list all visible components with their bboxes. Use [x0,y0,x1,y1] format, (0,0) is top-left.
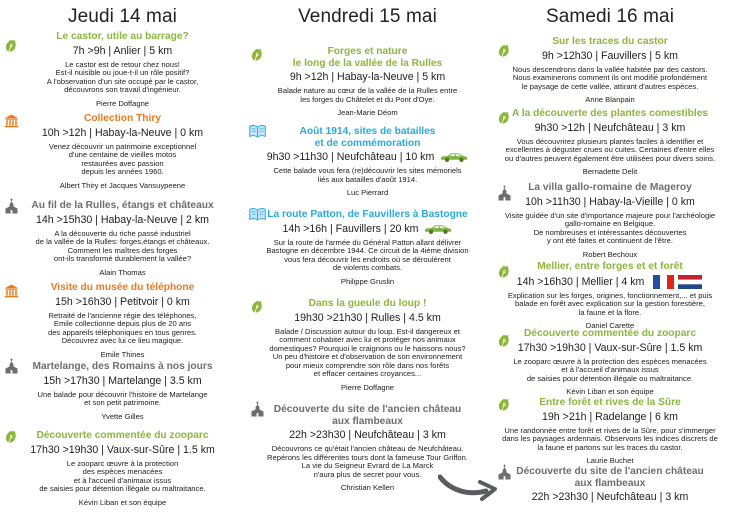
event-meta: 22h >23h30 | Neufchâteau | 3 km [531,491,689,503]
event-description: Balade / Discussion autour du loup. Est-il dangereux et comment cohabiter avec lui et protéger nos animaux domestiques? Pourquoi le craignons ou le haissons nous? Un peu d'histoire et d'observation de son environnement pour mieux comprendre son rôle dans nos forêts et effacer certaines croyances... [269,326,466,379]
event-meta: 15h >16h30 | Petitvoir | 0 km [55,295,190,308]
event-guide: Emile Thines [100,349,145,359]
flag-fr-icon [653,275,674,289]
event-description: Balade nature au cœur de la vallée de la Rulles entre les forges du Châtelet et du Pont d'Oye. [277,86,458,104]
event-guide: Christian Kellen [340,483,395,493]
event-card [490,466,730,504]
event-card [0,361,245,421]
day-title: Samedi 16 mai [545,6,675,27]
event-guide: Jean-Marie Déom [337,108,398,118]
language-flags [653,275,703,289]
event-title: Visite du musée du téléphone [50,282,195,293]
event-title: Découverte commentée du zooparc [523,328,697,339]
event-description: Le zooparc œuvre à la protection des espèces menacées et à l'accueil d'animaux issus de saisies pour détention illégale ou maltraitance. [39,458,206,494]
event-title-line2: aux flambeaux [332,415,403,427]
event-card [0,113,245,190]
event-title: Au fil de la Rulles, étangs et châteaux [31,200,214,211]
event-guide: Pierre Doffagne [95,98,150,108]
event-card [490,261,730,330]
event-meta: 19h >21h | Radelange | 6 km [542,410,678,423]
event-meta: 9h30 >12h | Neufchâteau | 3 km [534,121,686,134]
event-meta: 7h >9h | Anlier | 5 km [72,44,173,57]
day-title: Vendredi 15 mai [298,6,437,27]
event-card [0,200,245,277]
event-guide: Daniel Carette [585,321,635,331]
event-meta: 10h >12h | Habay-la-Neuve | 0 km [41,126,204,139]
event-description: Découvrons ce qu'était l'ancien château de Neufchâteau. Repérons les différentes tours dont la fameuse Tour Griffon. La vie du Seigneur Evrard de La Marck n'aura plus de secret pour vous. [267,444,468,479]
event-guide: Philippe Gruslin [340,276,395,286]
event-guide: Albert Thiry et Jacques Vansuypeene [59,180,186,190]
event-card [490,36,730,104]
event-meta: 17h30 >19h30 | Vaux-sur-Sûre | 1.5 km [30,443,215,456]
event-guide: Laurie Buchet [586,456,634,466]
event-description: Cette balade vous fera (re)découvrir les sites mémoriels liés aux batailles d'août 1914. [273,166,462,184]
event-card [0,282,245,359]
event-guide: Kévin Liban et son équipe [566,387,654,397]
event-title: Découverte du site de l'ancien château [273,404,462,415]
event-guide: Yvette Gilles [101,411,144,421]
event-title: La route Patton, de Fauvillers à Bastogne [267,209,468,220]
event-guide: Anne Blanpain [585,95,635,105]
event-title: A la découverte des plantes comestibles [511,108,709,119]
flag-nl-icon [678,275,702,289]
event-description: Nous descendrons dans la vallée habitée par des castors. Nous examinerons comment ils ont modifié profondément le paysage de cette vallée, attirant d'autres espèces. [512,64,708,91]
event-meta: 14h >16h30 | Mellier | 4 km [490,275,730,289]
event-card [490,182,730,259]
event-description: Visite guidée d'un site d'importance majeure pour l'archéologie gallo-romaine en Belgique. De nombreuses et intéressantes découvertes y ont été faites et continuent de l'être. [504,210,716,246]
event-description: Explication sur les forges, origines, fonctionnement,... et puis balade en forêt avec explication sur la gestion forestière, la faune et la flore. [507,290,713,317]
event-card [245,126,490,197]
event-card [490,108,730,176]
event-title-line2: et de commémoration [314,137,421,149]
event-card [0,31,245,108]
event-title: Sur les traces du castor [552,36,668,47]
event-description: Vous découvrirez plusieurs plantes faciles à identifier et excellentes à déguster crues ou cuites. Certaines d'entre elles ou d'autres peuvent également être utilisées pour divers soins. [504,136,716,163]
event-meta: 15h >17h30 | Martelange | 3.5 km [43,374,202,387]
event-card [490,397,730,465]
event-meta: 17h30 >19h30 | Vaux-sur-Sûre | 1.5 km [517,341,703,354]
event-title: Collection Thiry [84,113,161,124]
event-title: Découverte du site de l'ancien château [516,466,704,477]
event-description: Une balade pour découvrir l'histoire de Martelange et son petit patrimoine. [37,389,208,408]
event-guide: Kévin Liban et son équipe [78,497,167,507]
event-description: Le castor est de retour chez nous! Est-il nuisible ou joue-t-il un rôle positif? A l'observation d'un site occupé par le castor, découvrons son travail d'ingénieur. [46,59,199,95]
event-title: Mellier, entre forges et et forêt [537,261,683,272]
event-description: A la découverte du riche passé industriel de la vallée de la Rulles: forges,étangs et châteaux. Comment les maîtres des forges ont-ils transformé durablement la vallée? [35,228,210,264]
event-title: Dans la gueule du loup ! [308,298,427,309]
event-card [245,298,490,392]
event-title: Août 1914, sites de batailles [299,126,436,137]
event-card [0,430,245,507]
event-guide: Luc Pierrard [346,188,389,198]
day-title: Jeudi 14 mai [68,6,177,27]
event-guide: Robert Bechoux [582,249,638,259]
event-meta: 14h >15h30 | Habay-la-Neuve | 2 km [35,213,210,226]
event-title: Martelange, des Romains à nos jours [32,361,213,372]
car-icon [424,223,452,235]
event-meta: 9h >12h30 | Fauvillers | 5 km [542,49,678,62]
event-title: La villa gallo-romaine de Mageroy [528,182,692,193]
event-meta: 9h >12h | Habay-la-Neuve | 5 km [289,71,446,83]
event-card [245,46,490,117]
event-guide: Bernadette Delit [582,167,638,177]
event-title: Entre forêt et rives de la Sûre [539,397,681,408]
event-guide: Alain Thomas [99,267,146,277]
event-description: Retraité de l'ancienne régie des téléphones, Emile collectionne depuis plus de 20 ans des appareils téléphoniques en tous genres. Découvrez avec lui ce lieu magique. [47,310,198,346]
car-icon [440,151,468,163]
event-title: Le castor, utile au barrage? [56,31,189,42]
event-description: Venez découvrir un patrimoine exceptionnel d'une centaine de vieilles motos restaurées avec passion depuis les années 1960. [48,141,197,177]
event-title: Forges et nature [327,46,408,57]
event-meta: 9h30 >11h30 | Neufchâteau | 10 km [245,151,490,164]
event-description: Le zooparc œuvre à la protection des espèces menacées et à l'accueil d'animaux issus de saisies pour détention illégale ou maltraitance. [513,356,707,383]
event-title-line2: le long de la vallée de la Rulles [292,57,443,69]
event-card [490,328,730,396]
event-description: Sur la route de l'armée du Général Patton allant délivrer Bastogne en décembre 1944. Ce circuit de la 4ième division vous fera découvrir les endroits où se déroulèrent de violents combats. [266,237,469,273]
event-guide: Pierre Doffagne [340,383,395,393]
event-title-line2: aux flambeaux [574,477,646,489]
event-meta: 14h >16h | Fauvillers | 20 km [245,223,490,236]
event-card [245,209,490,286]
event-meta: 19h30 >21h30 | Rulles | 4.5 km [294,311,441,324]
event-title: Découverte commentée du zooparc [36,430,209,441]
event-meta: 22h >23h30 | Neufchâteau | 3 km [289,429,446,441]
event-meta: 10h >11h30 | Habay-la-Vieille | 0 km [525,195,695,208]
event-description: Une randonnée entre forêt et rives de la Sûre, pour s'immerger dans les paysages ardennais. Observons les indices discrets de la faune et partons sur les traces du castor. [502,425,718,452]
curved-arrow-icon [438,474,498,502]
